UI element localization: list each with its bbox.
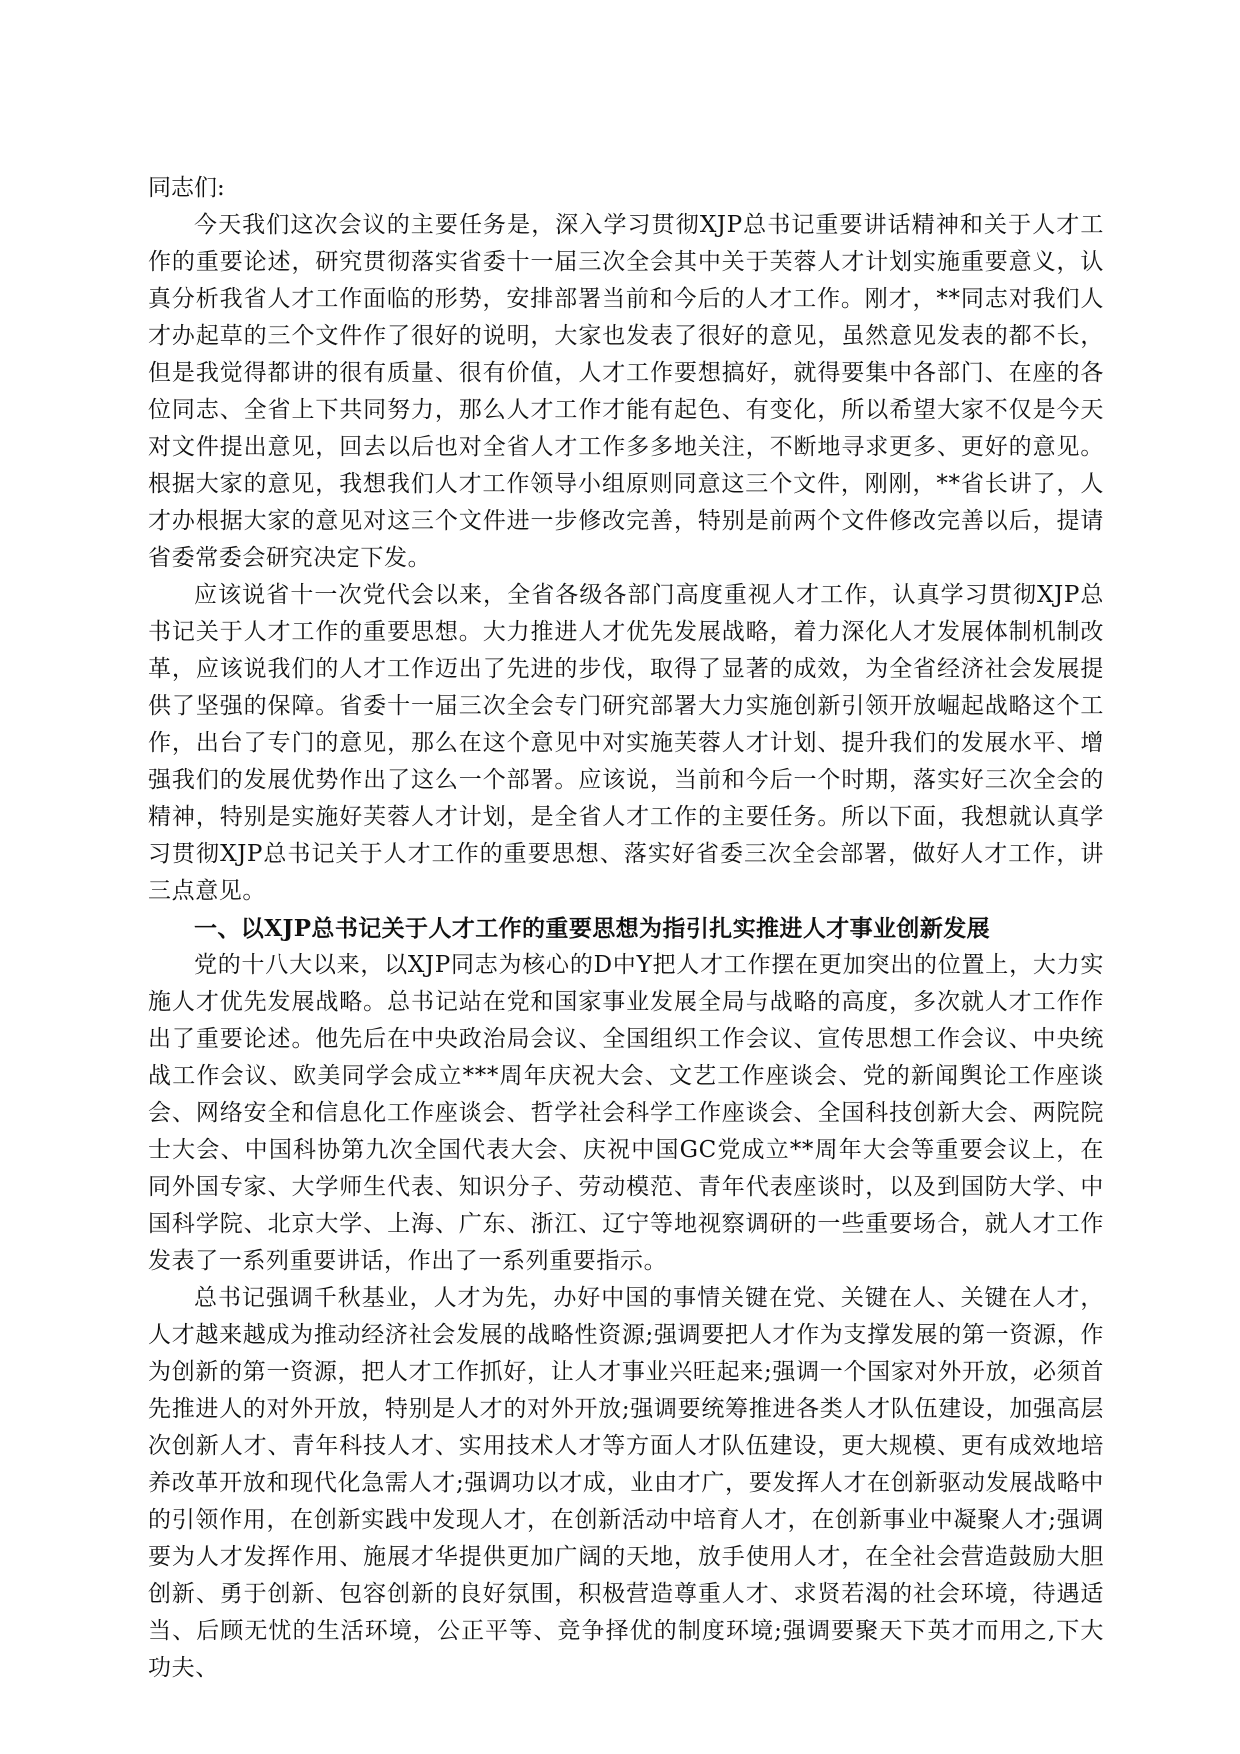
- salutation: 同志们:: [148, 175, 225, 201]
- paragraph-meeting-tasks: 今天我们这次会议的主要任务是，深入学习贯彻XJP总书记重要讲话精神和关于人才工作的重要论述，研究贯彻落实省委十一届三次全会其中关于芙蓉人才计划实施重要意义，认真分析我省人才工作面临的形势，安排部署当前和今后的人才工作。刚才，**同志对我们人才办起草的三个文件作了很好的说明，大家也发表了很好的意见，虽然意见发表的都不长，但是我觉得都讲的很有质量、很有价值，人才工作要想搞好，就得要集中各部门、在座的各位同志、全省上下共同努力，那么人才工作才能有起色、有变化，所以希望大家不仅是今天对文件提出意见，回去以后也对全省人才工作多多地关注，不断地寻求更多、更好的意见。根据大家的意见，我想我们人才工作领导小组原则同意这三个文件，刚刚，**省长讲了，人才办根据大家的意见对这三个文件进一步修改完善，特别是前两个文件修改完善以后，提请省委常委会研究决定下发。: [148, 212, 1104, 571]
- section-heading-1: 一、以XJP总书记关于人才工作的重要思想为指引扎实推进人才事业创新发展: [194, 915, 991, 942]
- paragraph-talent-work-review: 应该说省十一次党代会以来，全省各级各部门高度重视人才工作，认真学习贯彻XJP总书记关于人才工作的重要思想。大力推进人才优先发展战略，着力深化人才发展体制机制改革，应该说我们的人才工作迈出了先进的步伐，取得了显著的成效，为全省经济社会发展提供了坚强的保障。省委十一届三次全会专门研究部署大力实施创新引领开放崛起战略这个工作，出台了专门的意见，那么在这个意见中对实施芙蓉人才计划、提升我们的发展水平、增强我们的发展优势作出了这么一个部署。应该说，当前和今后一个时期，落实好三次全会的精神，特别是实施好芙蓉人才计划，是全省人才工作的主要任务。所以下面，我想就认真学习贯彻XJP总书记关于人才工作的重要思想、落实好省委三次全会部署，做好人才工作，讲三点意见。: [148, 582, 1104, 904]
- paragraph-general-secretary-emphasis: 总书记强调千秋基业，人才为先，办好中国的事情关键在党、关键在人、关键在人才，人才越来越成为推动经济社会发展的战略性资源;强调要把人才作为支撑发展的第一资源，作为创新的第一资源，把人才工作抓好，让人才事业兴旺起来;强调一个国家对外开放，必须首先推进人的对外开放，特别是人才的对外开放;强调要统筹推进各类人才队伍建设，加强高层次创新人才、青年科技人才、实用技术人才等方面人才队伍建设，更大规模、更有成效地培养改革开放和现代化急需人才;强调功以才成，业由才广，要发挥人才在创新驱动发展战略中的引领作用，在创新实践中发现人才，在创新活动中培育人才，在创新事业中凝聚人才;强调要为人才发挥作用、施展才华提供更加广阔的天地，放手使用人才，在全社会营造鼓励大胆创新、勇于创新、包容创新的良好氛围，积极营造尊重人才、求贤若渴的社会环境，待遇适当、后顾无忧的生活环境，公正平等、竞争择优的制度环境;强调要聚天下英才而用之,下大功夫、: [148, 1285, 1104, 1681]
- paragraph-since-18th-congress: 党的十八大以来，以XJP同志为核心的D中Y把人才工作摆在更加突出的位置上，大力实施人才优先发展战略。总书记站在党和国家事业发展全局与战略的高度，多次就人才工作作出了重要论述。他先后在中央政治局会议、全国组织工作会议、宣传思想工作会议、中央统战工作会议、欧美同学会成立***周年庆祝大会、文艺工作座谈会、党的新闻舆论工作座谈会、网络安全和信息化工作座谈会、哲学社会科学工作座谈会、全国科技创新大会、两院院士大会、中国科协第九次全国代表大会、庆祝中国GC党成立**周年大会等重要会议上，在同外国专家、大学师生代表、知识分子、劳动模范、青年代表座谈时，以及到国防大学、中国科学院、北京大学、上海、广东、浙江、辽宁等地视察调研的一些重要场合，就人才工作发表了一系列重要讲话，作出了一系列重要指示。: [148, 952, 1104, 1274]
- document-page: [148, 170, 1104, 1687]
